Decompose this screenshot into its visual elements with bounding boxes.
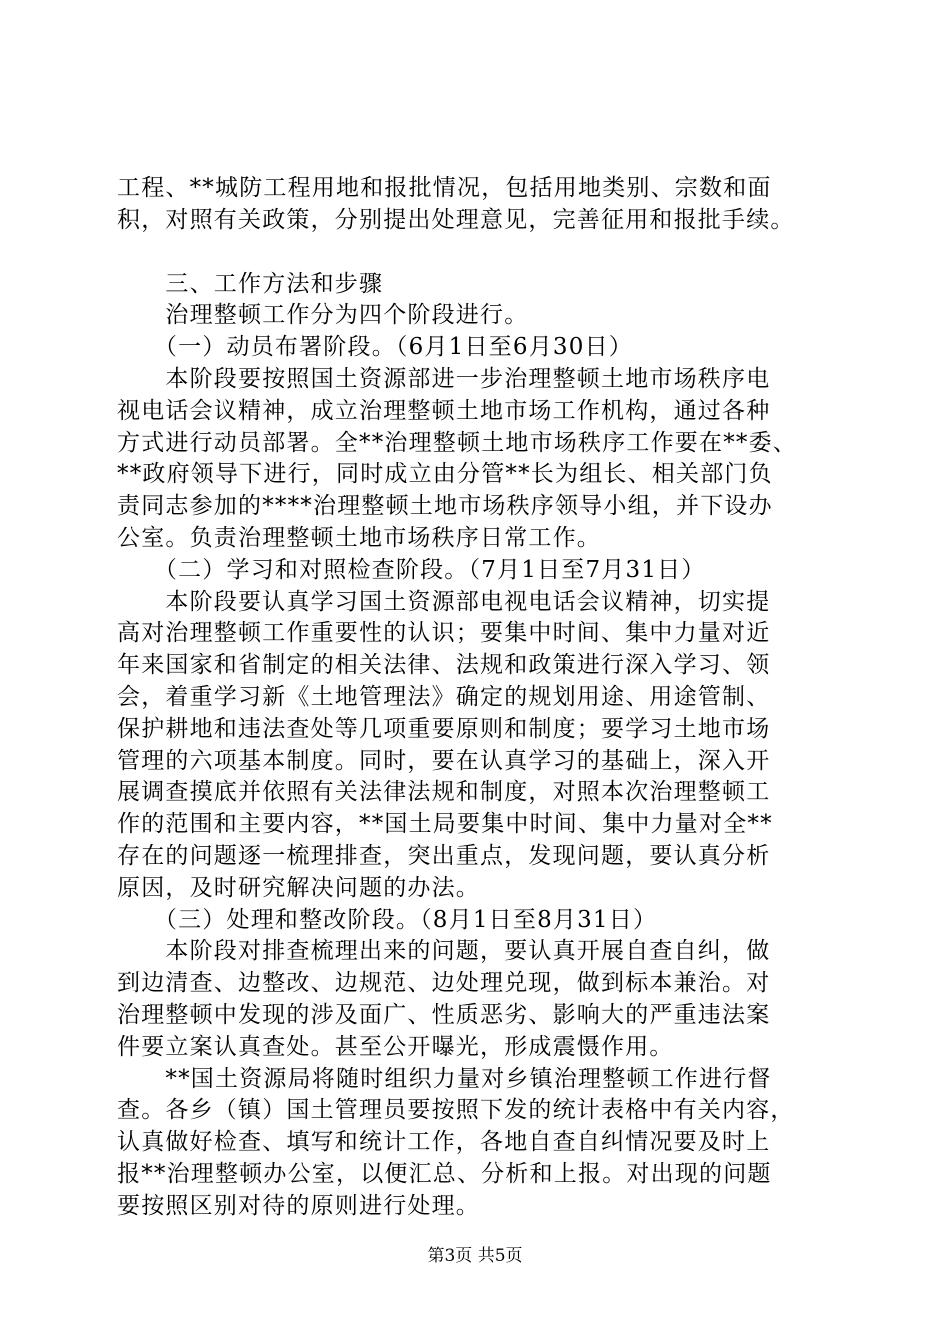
text-line: 治理整顿中发现的涉及面广、性质恶劣、影响大的严重违法案 (117, 1001, 771, 1028)
text-line: 原因，及时研究解决问题的办法。 (117, 874, 480, 901)
text-line: 视电话会议精神，成立治理整顿土地市场工作机构，通过各种 (117, 397, 771, 424)
text-line: 保护耕地和违法查处等几项重要原则和制度；要学习土地市场 (117, 715, 771, 742)
text-line: 治理整顿工作分为四个阶段进行。 (117, 302, 529, 329)
text-line: 责同志参加的****治理整顿土地市场秩序领导小组，并下设办 (117, 493, 773, 520)
document-body (117, 173, 837, 1223)
text-line: 高对治理整顿工作重要性的认识；要集中时间、集中力量对近 (117, 620, 771, 647)
text-line: 认真做好检查、填写和统计工作，各地自查自纠情况要及时上 (117, 1129, 771, 1156)
page-footer: 第3页 共5页 (427, 1246, 523, 1266)
text-line: 年来国家和省制定的相关法律、法规和政策进行深入学习、领 (117, 652, 771, 679)
text-line: 展调查摸底并依照有关法律法规和制度，对照本次治理整顿工 (117, 779, 771, 806)
text-line: 作的范围和主要内容，**国土局要集中时间、集中力量对全** (117, 811, 773, 838)
text-line: 方式进行动员部署。全**治理整顿土地市场秩序工作要在**委、 (117, 429, 797, 456)
text-line: （三）处理和整改阶段。（8月1日至8月31日） (117, 906, 658, 933)
text-line: 报**治理整顿办公室，以便汇总、分析和上报。对出现的问题 (117, 1160, 772, 1187)
text-line: 件要立案认真查处。甚至公开曝光，形成震慑作用。 (117, 1033, 674, 1060)
text-line: 本阶段要按照国土资源部进一步治理整顿土地市场秩序电 (117, 365, 771, 392)
text-line: **政府领导下进行，同时成立由分管**长为组长、相关部门负 (117, 461, 773, 488)
text-line: 要按照区别对待的原则进行处理。 (117, 1192, 480, 1219)
text-line: 公室。负责治理整顿土地市场秩序日常工作。 (117, 524, 601, 551)
text-line: （一）动员布署阶段。（6月1日至6月30日） (117, 334, 633, 361)
text-line: 本阶段要认真学习国土资源部电视电话会议精神，切实提 (117, 588, 771, 615)
text-line: 三、工作方法和步骤 (117, 270, 384, 297)
text-line: 本阶段对排查梳理出来的问题，要认真开展自查自纠，做 (117, 938, 771, 965)
text-line: 会，着重学习新《土地管理法》确定的规划用途、用途管制、 (117, 683, 771, 710)
text-line: 积，对照有关政策，分别提出处理意见，完善征用和报批手续。 (117, 206, 795, 233)
paragraph-gap (117, 237, 837, 269)
text-line: **国土资源局将随时组织力量对乡镇治理整顿工作进行督 (117, 1065, 772, 1092)
text-line: 管理的六项基本制度。同时，要在认真学习的基础上，深入开 (117, 747, 771, 774)
text-line: 存在的问题逐一梳理排查，突出重点，发现问题，要认真分析 (117, 842, 771, 869)
text-line: （二）学习和对照检查阶段。（7月1日至7月31日） (117, 556, 706, 583)
text-line: 查。各乡（镇）国土管理员要按照下发的统计表格中有关内容， (117, 1097, 795, 1124)
text-line: 到边清查、边整改、边规范、边处理兑现，做到标本兼治。对 (117, 970, 771, 997)
text-line: 工程、**城防工程用地和报批情况，包括用地类别、宗数和面 (117, 175, 772, 201)
